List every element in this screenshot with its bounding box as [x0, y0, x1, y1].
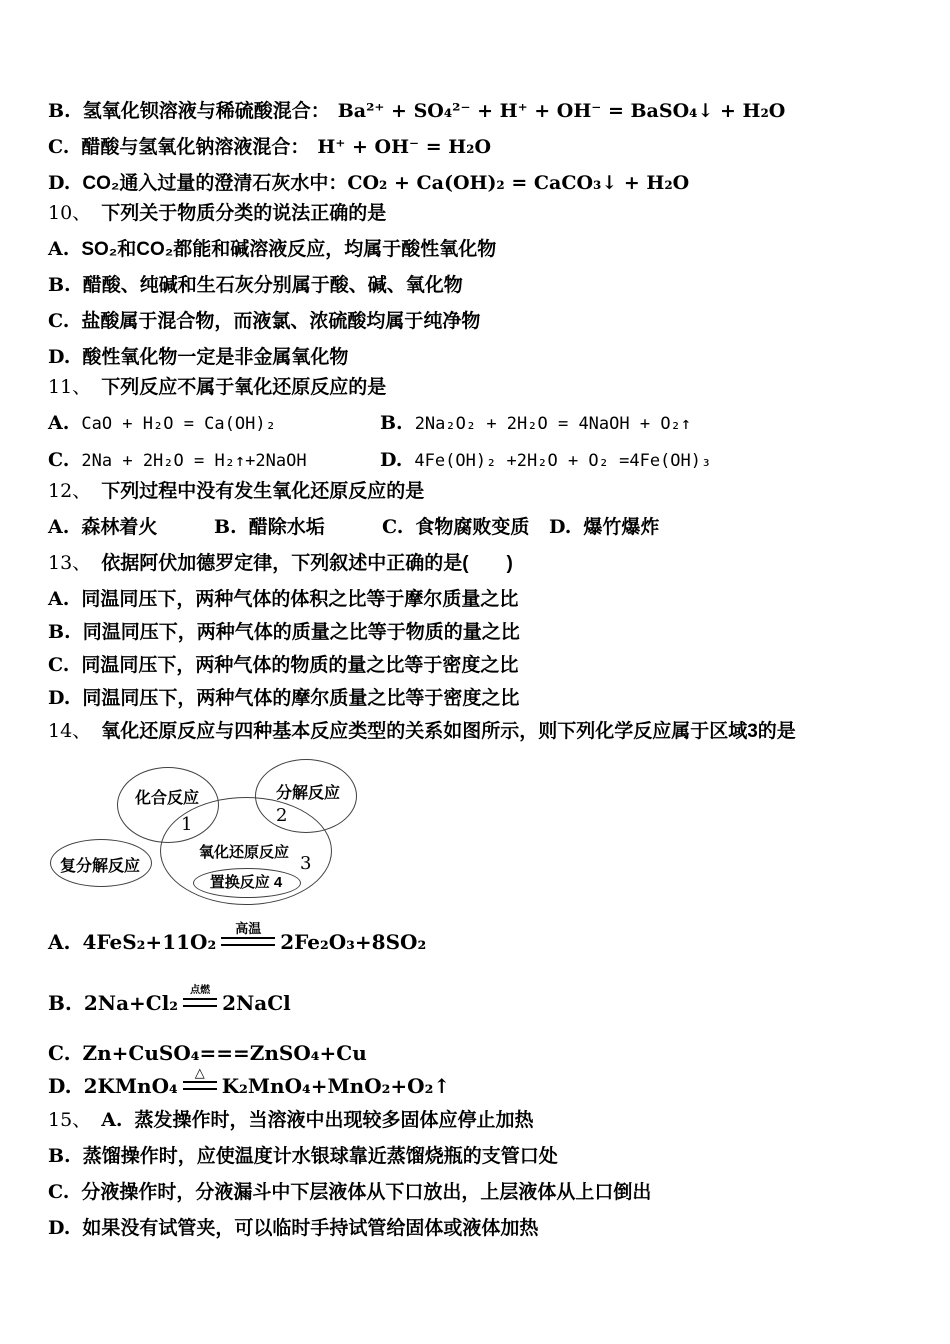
- option-letter: C.: [48, 449, 70, 471]
- q13-option-c: [48, 654, 920, 677]
- label-metathesis-reaction: 复分解反应: [59, 858, 140, 875]
- option-letter: C.: [48, 654, 70, 676]
- question-number: 10、: [48, 202, 92, 224]
- option-letter: A.: [48, 516, 70, 538]
- option-letter: B.: [48, 100, 71, 122]
- option-text: 爆竹爆炸: [583, 517, 660, 538]
- q9-option-d: [48, 172, 920, 195]
- question-number: 11、: [48, 376, 92, 398]
- option-letter: D.: [48, 1074, 72, 1098]
- label-combination-reaction: 化合反应: [134, 790, 199, 807]
- q11-stem: [48, 376, 920, 399]
- q14-stem: [48, 720, 920, 743]
- q11-option-b: [380, 412, 691, 436]
- q13-option-a: [48, 588, 920, 611]
- option-letter: C.: [48, 136, 70, 158]
- q10-option-b: [48, 274, 920, 297]
- option-text: SO₂和CO₂都能和碱溶液反应，均属于酸性氧化物: [81, 239, 497, 260]
- option-letter: A.: [48, 588, 70, 610]
- ionic-equation: Ba²⁺ + SO₄²⁻ + H⁺ + OH⁻ = BaSO₄↓ + H₂O: [337, 100, 786, 122]
- option-letter: B.: [214, 516, 237, 538]
- option-text: 醋酸、纯碱和生石灰分别属于酸、碱、氧化物: [82, 275, 463, 296]
- option-text: 蒸馏操作时，应使温度计水银球靠近蒸馏烧瓶的支管口处: [82, 1146, 558, 1167]
- option-letter: D.: [380, 449, 403, 471]
- q12-option-c: [382, 516, 549, 539]
- option-letter: A.: [48, 238, 70, 260]
- chemical-equation: 4Fe(OH)₂ +2H₂O + O₂ =4Fe(OH)₃: [414, 451, 712, 471]
- option-text: CO₂通入过量的澄清石灰水中：: [82, 173, 348, 194]
- q11-option-d: [380, 449, 711, 473]
- q10-option-a: [48, 238, 920, 261]
- venn-diagram: [48, 757, 438, 909]
- option-text: 如果没有试管夹，可以临时手持试管给固体或液体加热: [82, 1218, 539, 1239]
- q15-option-a: [48, 1109, 920, 1132]
- q10-option-d: [48, 346, 920, 369]
- q12-stem: [48, 480, 920, 503]
- label-displacement-reaction: 置换反应 4: [209, 874, 283, 891]
- equals-with-condition: [183, 985, 217, 1007]
- option-text: 蒸发操作时，当溶液中出现较多固体应停止加热: [134, 1110, 534, 1131]
- q15-option-b: [48, 1145, 920, 1168]
- option-letter: B.: [48, 274, 71, 296]
- option-letter: C.: [48, 1181, 70, 1203]
- q14-option-d: [48, 1065, 920, 1099]
- ionic-equation: H⁺ + OH⁻ = H₂O: [317, 136, 492, 158]
- q14-option-c: [48, 1042, 920, 1066]
- q11-option-a: [48, 412, 380, 436]
- option-letter: C.: [382, 516, 404, 538]
- option-text: 同温同压下，两种气体的摩尔质量之比等于密度之比: [82, 688, 520, 709]
- option-text: 醋除水垢: [248, 517, 325, 538]
- q14-option-a: [48, 921, 920, 955]
- question-text: 下列反应不属于氧化还原反应的是: [101, 377, 387, 398]
- q12-option-b: [214, 516, 382, 539]
- q11-options-row-1: [48, 412, 920, 436]
- q12-option-d: [549, 516, 659, 539]
- question-text: 依据阿伏加德罗定律，下列叙述中正确的是( ): [101, 553, 513, 574]
- option-letter: D.: [48, 1217, 71, 1239]
- option-letter: D.: [48, 172, 71, 194]
- q13-stem: [48, 552, 920, 575]
- option-letter: A.: [48, 412, 70, 434]
- question-number: 14、: [48, 720, 92, 742]
- equation-left: 2Na+Cl₂: [83, 991, 179, 1015]
- q13-option-d: [48, 687, 920, 710]
- q12-options-row: [48, 516, 920, 539]
- option-letter: B.: [48, 621, 71, 643]
- question-text: 下列关于物质分类的说法正确的是: [101, 203, 387, 224]
- option-text: 同温同压下，两种气体的体积之比等于摩尔质量之比: [81, 589, 519, 610]
- option-letter: A.: [48, 930, 71, 954]
- option-text: 分液操作时，分液漏斗中下层液体从下口放出，上层液体从上口倒出: [81, 1182, 652, 1203]
- equation-left: 2KMnO₄: [83, 1074, 178, 1098]
- option-letter: C.: [48, 1041, 71, 1065]
- option-text: 食物腐败变质: [415, 517, 530, 538]
- option-letter: B.: [380, 412, 403, 434]
- option-letter: D.: [48, 687, 71, 709]
- option-text: 醋酸与氢氧化钠溶液混合：: [81, 137, 310, 158]
- reaction-condition: 点燃: [190, 985, 211, 996]
- option-text: 盐酸属于混合物，而液氯、浓硫酸均属于纯净物: [81, 311, 481, 332]
- region-3-number: 3: [300, 853, 312, 874]
- option-text: 同温同压下，两种气体的物质的量之比等于密度之比: [81, 655, 519, 676]
- chemical-equation: 2Na₂O₂ + 2H₂O = 4NaOH + O₂↑: [414, 414, 692, 434]
- equals-with-condition: [183, 1065, 217, 1090]
- option-text: 氢氧化钡溶液与稀硫酸混合：: [82, 101, 330, 122]
- q11-options-row-2: [48, 449, 920, 473]
- equation-right: 2Fe₂O₃+8SO₂: [280, 930, 427, 954]
- q15-option-d: [48, 1217, 920, 1240]
- q9-option-b: [48, 100, 920, 123]
- q14-option-b: [48, 985, 920, 1016]
- q11-option-c: [48, 449, 380, 473]
- q10-stem: [48, 202, 920, 225]
- option-letter: D.: [48, 346, 71, 368]
- option-letter: A.: [101, 1109, 123, 1131]
- q10-option-c: [48, 310, 920, 333]
- chemical-equation: CO₂ + Ca(OH)₂ = CaCO₃↓ + H₂O: [347, 172, 690, 194]
- option-text: 酸性氧化物一定是非金属氧化物: [82, 347, 349, 368]
- equals-with-condition: [221, 921, 275, 946]
- chemical-equation: Zn+CuSO₄===ZnSO₄+Cu: [82, 1041, 367, 1065]
- label-decomposition-reaction: 分解反应: [275, 785, 340, 802]
- equation-left: 4FeS₂+11O₂: [82, 930, 217, 954]
- equation-right: 2NaCl: [222, 991, 291, 1015]
- reaction-condition: 高温: [235, 921, 262, 936]
- option-text: 同温同压下，两种气体的质量之比等于物质的量之比: [82, 622, 520, 643]
- option-letter: B.: [48, 991, 72, 1015]
- chemical-equation: 2Na + 2H₂O = H₂↑+2NaOH: [81, 451, 307, 471]
- q12-option-a: [48, 516, 214, 539]
- reaction-condition: △: [194, 1065, 205, 1080]
- q9-option-c: [48, 136, 920, 159]
- chemical-equation: CaO + H₂O = Ca(OH)₂: [81, 414, 276, 434]
- option-text: 森林着火: [81, 517, 158, 538]
- option-letter: B.: [48, 1145, 71, 1167]
- question-number: 12、: [48, 480, 92, 502]
- region-1-number: 1: [181, 814, 193, 835]
- equation-right: K₂MnO₄+MnO₂+O₂↑: [221, 1074, 451, 1098]
- label-redox-reaction: 氧化还原反应: [198, 844, 289, 861]
- question-text: 氧化还原反应与四种基本反应类型的关系如图所示，则下列化学反应属于区域3的是: [101, 721, 796, 742]
- option-letter: C.: [48, 310, 70, 332]
- question-text: 下列过程中没有发生氧化还原反应的是: [101, 481, 425, 502]
- region-2-number: 2: [276, 805, 288, 826]
- option-letter: D.: [549, 516, 572, 538]
- question-number: 13、: [48, 552, 92, 574]
- question-number: 15、: [48, 1109, 92, 1131]
- q15-option-c: [48, 1181, 920, 1204]
- q13-option-b: [48, 621, 920, 644]
